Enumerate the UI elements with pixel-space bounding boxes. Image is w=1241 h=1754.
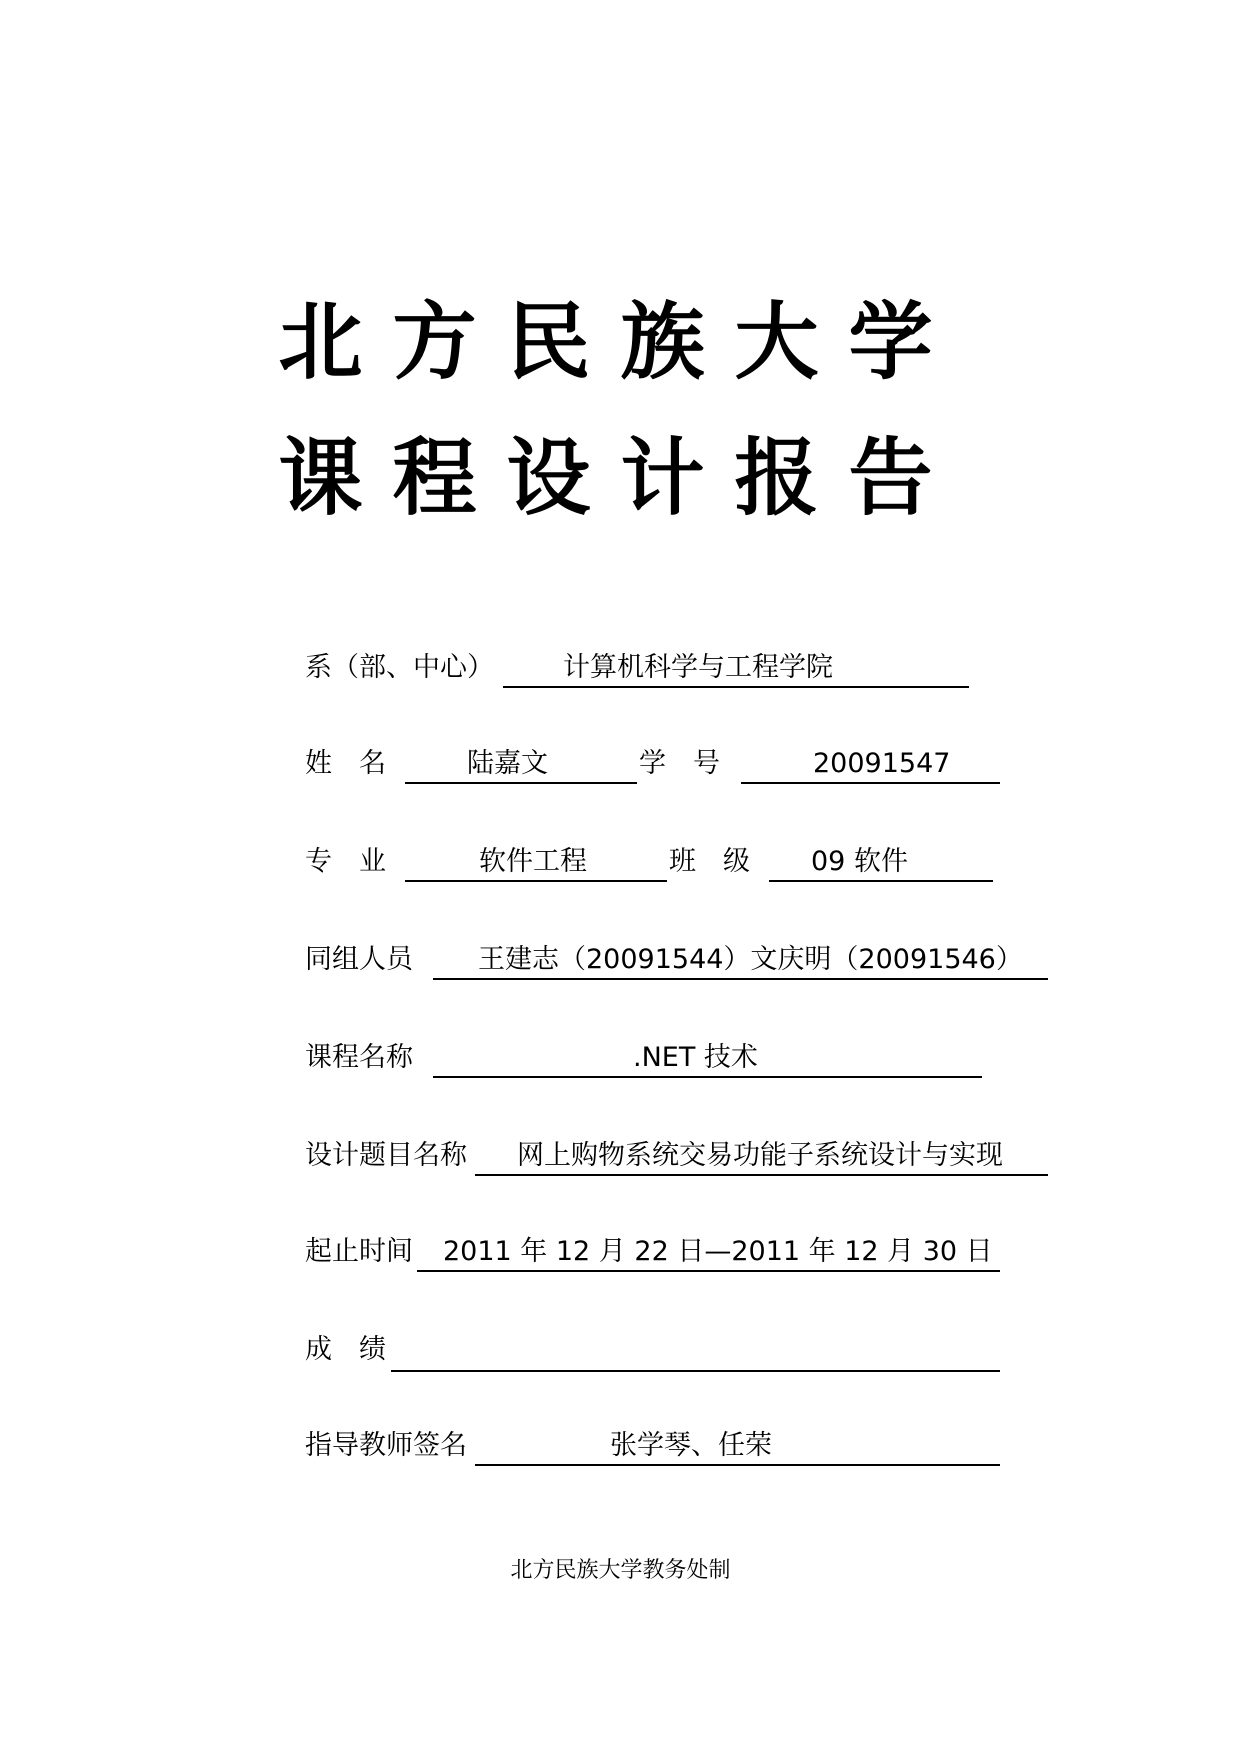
period-label: 起止时间 — [305, 1236, 413, 1267]
student-id-label: 学 号 — [639, 748, 720, 779]
grade-label: 成 绩 — [305, 1334, 386, 1365]
design-topic-label: 设计题目名称 — [305, 1140, 467, 1171]
report-title: 课程设计报告 — [278, 428, 963, 527]
group-members-value: 王建志（20091544）文庆明（20091546） — [433, 940, 1048, 980]
name-label: 姓 名 — [305, 748, 386, 779]
footer-issuer: 北方民族大学教务处制 — [510, 1558, 731, 1583]
period-value: 2011 年 12 月 22 日—2011 年 12 月 30 日 — [417, 1232, 1000, 1272]
course-name-label: 课程名称 — [305, 1042, 413, 1073]
department-value: 计算机科学与工程学院 — [503, 648, 969, 688]
grade-value — [391, 1330, 1000, 1372]
major-value: 软件工程 — [405, 842, 667, 882]
instructor-value: 张学琴、任荣 — [475, 1426, 1000, 1466]
course-name-value: .NET 技术 — [433, 1038, 982, 1078]
class-value: 09 软件 — [769, 842, 993, 882]
class-label: 班 级 — [669, 846, 750, 877]
university-title: 北方民族大学 — [278, 292, 963, 391]
instructor-label: 指导教师签名 — [305, 1430, 467, 1461]
group-members-label: 同组人员 — [305, 944, 413, 975]
design-topic-value: 网上购物系统交易功能子系统设计与实现 — [475, 1136, 1048, 1176]
department-label: 系（部、中心） — [305, 652, 494, 683]
student-id-value: 20091547 — [741, 744, 1000, 784]
name-value: 陆嘉文 — [405, 744, 637, 784]
major-label: 专 业 — [305, 846, 386, 877]
